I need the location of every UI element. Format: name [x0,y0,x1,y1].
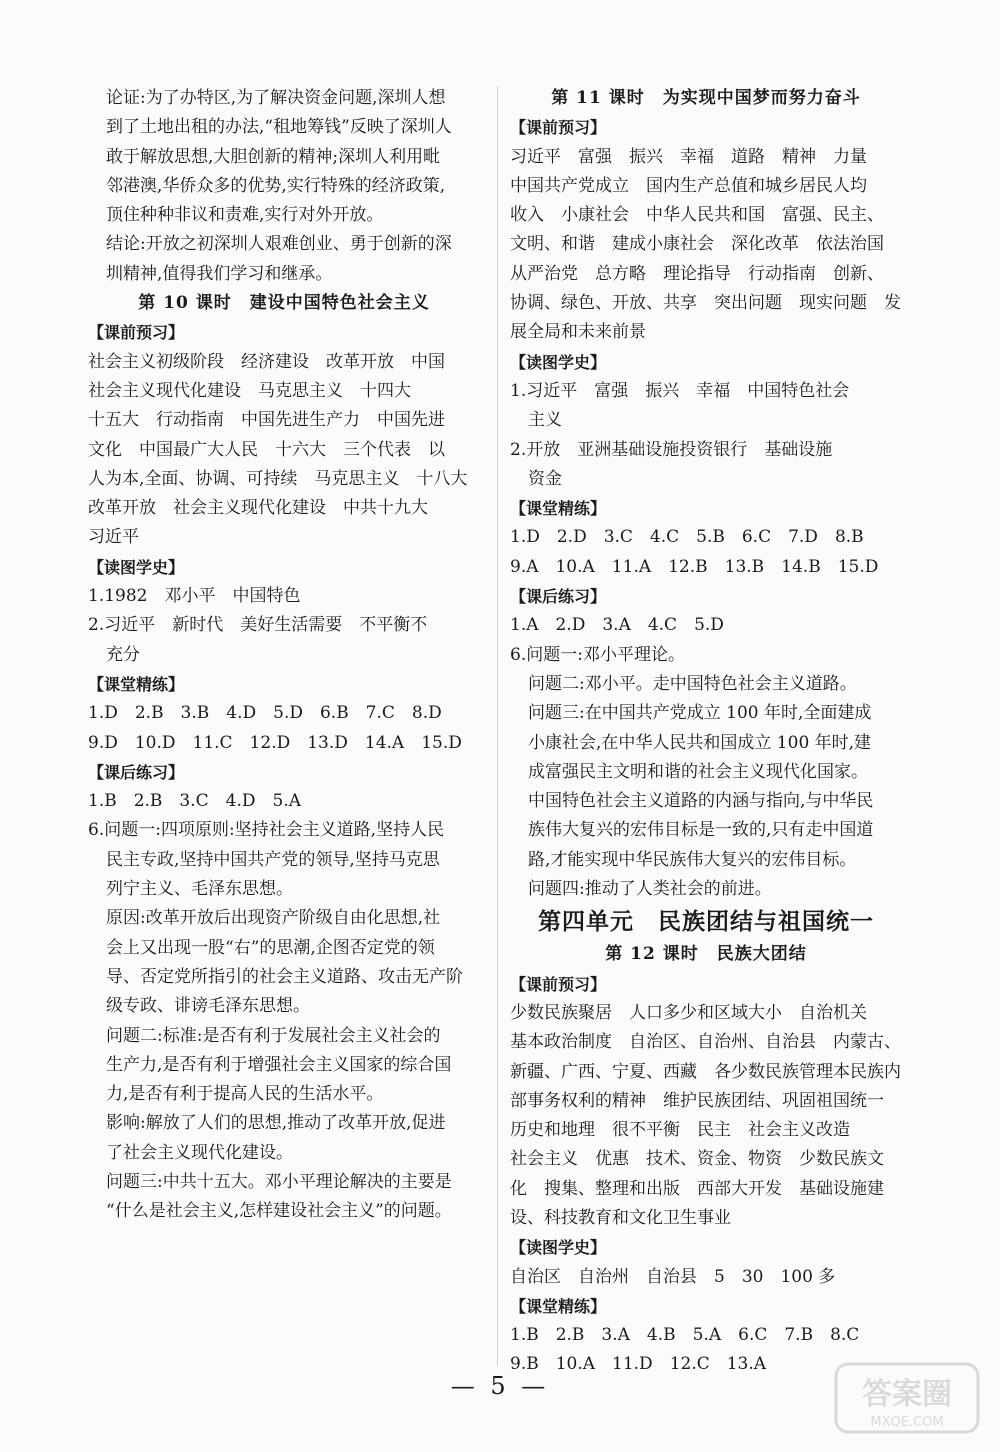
watermark-subtext: MXQE.COM [870,1415,944,1430]
section-heading: 【课前预习】 [88,323,185,343]
section-heading: 【读图学史】 [510,352,607,372]
lesson-title: 第 10 课时 建设中国特色社会主义 [138,293,430,314]
unit-title: 第四单元 民族团结与祖国统一 [538,909,874,936]
lesson-title: 第 11 课时 为实现中国梦而努力奋斗 [551,88,861,108]
text-line: 问题四:推动了人类社会的前进。 [528,879,772,900]
text-line: 从严治党 总方略 理论指导 行动指南 创新、 [510,263,884,284]
text-line: 设、科技教育和文化卫生事业 [510,1207,731,1228]
text-line: 习近平 富强 振兴 幸福 道路 精神 力量 [510,146,867,167]
text-line: 改革开放 社会主义现代化建设 中共十九大 [88,498,428,519]
text-line: 6.问题一:邓小平理论。 [510,644,685,665]
left-column [88,84,480,1227]
text-line: 自治区 自治州 自治县 5 30 100 多 [510,1266,836,1287]
text-line: 1.A 2.D 3.A 4.C 5.D [510,615,724,636]
text-line: 路,才能实现中华民族伟大复兴的宏伟目标。 [528,849,857,870]
text-line: 到了土地出租的办法,“租地筹钱”反映了深圳人 [106,117,452,138]
text-line: 导、否定党所指引的社会主义道路、攻击无产阶 [106,966,463,987]
text-line: 社会主义现代化建设 马克思主义 十四大 [88,380,411,401]
text-line: 人为本,全面、协调、可持续 马克思主义 十八大 [88,468,468,489]
text-line: 影响:解放了人们的思想,推动了改革开放,促进 [106,1113,446,1134]
text-line: 9.D 10.D 11.C 12.D 13.D 14.A 15.D [88,732,462,753]
text-line: 1.B 2.B 3.A 4.B 5.A 6.C 7.B 8.C [510,1325,860,1346]
text-line: 问题二:邓小平。走中国特色社会主义道路。 [528,673,857,694]
text-line: 力,是否有利于提高人民的生活水平。 [106,1084,384,1105]
section-heading: 【课前预习】 [510,974,607,994]
section-heading: 【读图学史】 [88,557,185,577]
text-line: 1.B 2.B 3.C 4.D 5.A [88,791,301,812]
text-line: 主义 [528,410,562,431]
text-line: 邻港澳,华侨众多的优势,实行特殊的经济政策, [106,175,446,196]
page-number: — 5 — [450,1372,550,1400]
text-line: 顶住种种非议和责难,实行对外开放。 [106,205,384,226]
text-line: “什么是社会主义,怎样建设社会主义”的问题。 [106,1201,452,1222]
text-line: 列宁主义、毛泽东思想。 [106,879,293,900]
text-line: 充分 [106,644,140,665]
text-line: 1.D 2.B 3.B 4.D 5.D 6.B 7.C 8.D [88,703,442,724]
text-line: 原因:改革开放后出现资产阶级自由化思想,社 [106,908,441,929]
section-heading: 【读图学史】 [510,1238,607,1258]
text-line: 级专政、诽谤毛泽东思想。 [106,996,310,1017]
section-heading: 【课后练习】 [510,587,607,607]
text-line: 民主专政,坚持中国共产党的领导,坚持马克思 [106,849,440,870]
text-line: 2.习近平 新时代 美好生活需要 不平衡不 [88,615,428,636]
text-line: 社会主义初级阶段 经济建设 改革开放 中国 [88,351,445,372]
right-column [510,84,902,1380]
text-line: 习近平 [88,527,139,548]
text-line: 问题二:标准:是否有利于发展社会主义社会的 [106,1025,441,1046]
section-heading: 【课后练习】 [88,762,185,782]
text-line: 9.B 10.A 11.D 12.C 13.A [510,1354,767,1375]
text-line: 收入 小康社会 中华人民共和国 富强、民主、 [510,205,884,226]
text-line: 6.问题一:四项原则:坚持社会主义道路,坚持人民 [88,820,445,841]
section-heading: 【课前预习】 [510,118,607,138]
text-line: 中国共产党成立 国内生产总值和城乡居民人均 [510,175,867,196]
text-line: 1.习近平 富强 振兴 幸福 中国特色社会 [510,380,850,401]
text-line: 问题三:在中国共产党成立 100 年时,全面建成 [528,703,872,724]
text-line: 1.1982 邓小平 中国特色 [88,586,301,607]
section-heading: 【课堂精练】 [510,499,607,519]
text-line: 少数民族聚居 人口多少和区域大小 自治机关 [510,1002,867,1023]
text-line: 协调、绿色、开放、共享 突出问题 现实问题 发 [510,293,901,314]
text-line: 基本政治制度 自治区、自治州、自治县 内蒙古、 [510,1032,901,1053]
text-line: 中国特色社会主义道路的内涵与指向,与中华民 [528,791,874,812]
text-line: 展全局和未来前景 [510,322,646,343]
text-line: 论证:为了办特区,为了解决资金问题,深圳人想 [106,88,446,108]
text-line: 1.D 2.D 3.C 4.C 5.B 6.C 7.D 8.B [510,527,864,548]
watermark-text: 答案圈 [862,1377,952,1412]
text-line: 9.A 10.A 11.A 12.B 13.B 14.B 15.D [510,556,879,577]
section-heading: 【课堂精练】 [510,1296,607,1316]
text-line: 族伟大复兴的宏伟目标是一致的,只有走中国道 [528,820,874,841]
column-divider [497,86,498,1366]
text-line: 历史和地理 很不平衡 民主 社会主义改造 [510,1120,850,1141]
text-line: 成富强民主文明和谐的社会主义现代化国家。 [528,761,868,782]
text-line: 问题三:中共十五大。邓小平理论解决的主要是 [106,1171,452,1192]
text-line: 化 搜集、整理和出版 西部大开发 基础设施建 [510,1178,884,1199]
text-line: 2.开放 亚洲基础设施投资银行 基础设施 [510,439,833,460]
text-line: 圳精神,值得我们学习和继承。 [106,263,333,284]
text-line: 十五大 行动指南 中国先进生产力 中国先进 [88,410,445,431]
text-line: 文化 中国最广大人民 十六大 三个代表 以 [88,439,445,460]
text-line: 文明、和谐 建成小康社会 深化改革 依法治国 [510,234,884,255]
text-line: 小康社会,在中华人民共和国成立 100 年时,建 [528,732,872,753]
text-line: 新疆、广西、宁夏、西藏 各少数民族管理本民族内 [510,1061,901,1082]
section-heading: 【课堂精练】 [88,674,185,694]
text-line: 会上又出现一股“右”的思潮,企图否定党的领 [106,937,435,958]
lesson-title: 第 12 课时 民族大团结 [605,944,807,965]
text-line: 资金 [528,468,562,489]
text-line: 部事务权利的精神 维护民族团结、巩固祖国统一 [510,1090,884,1111]
text-line: 社会主义 优惠 技术、资金、物资 少数民族文 [510,1149,884,1170]
text-line: 生产力,是否有利于增强社会主义国家的综合国 [106,1054,452,1075]
watermark-logo [832,1358,982,1438]
text-line: 结论:开放之初深圳人艰难创业、勇于创新的深 [106,234,452,255]
text-line: 了社会主义现代化建设。 [106,1142,293,1163]
text-line: 敢于解放思想,大胆创新的精神;深圳人利用毗 [106,146,441,167]
